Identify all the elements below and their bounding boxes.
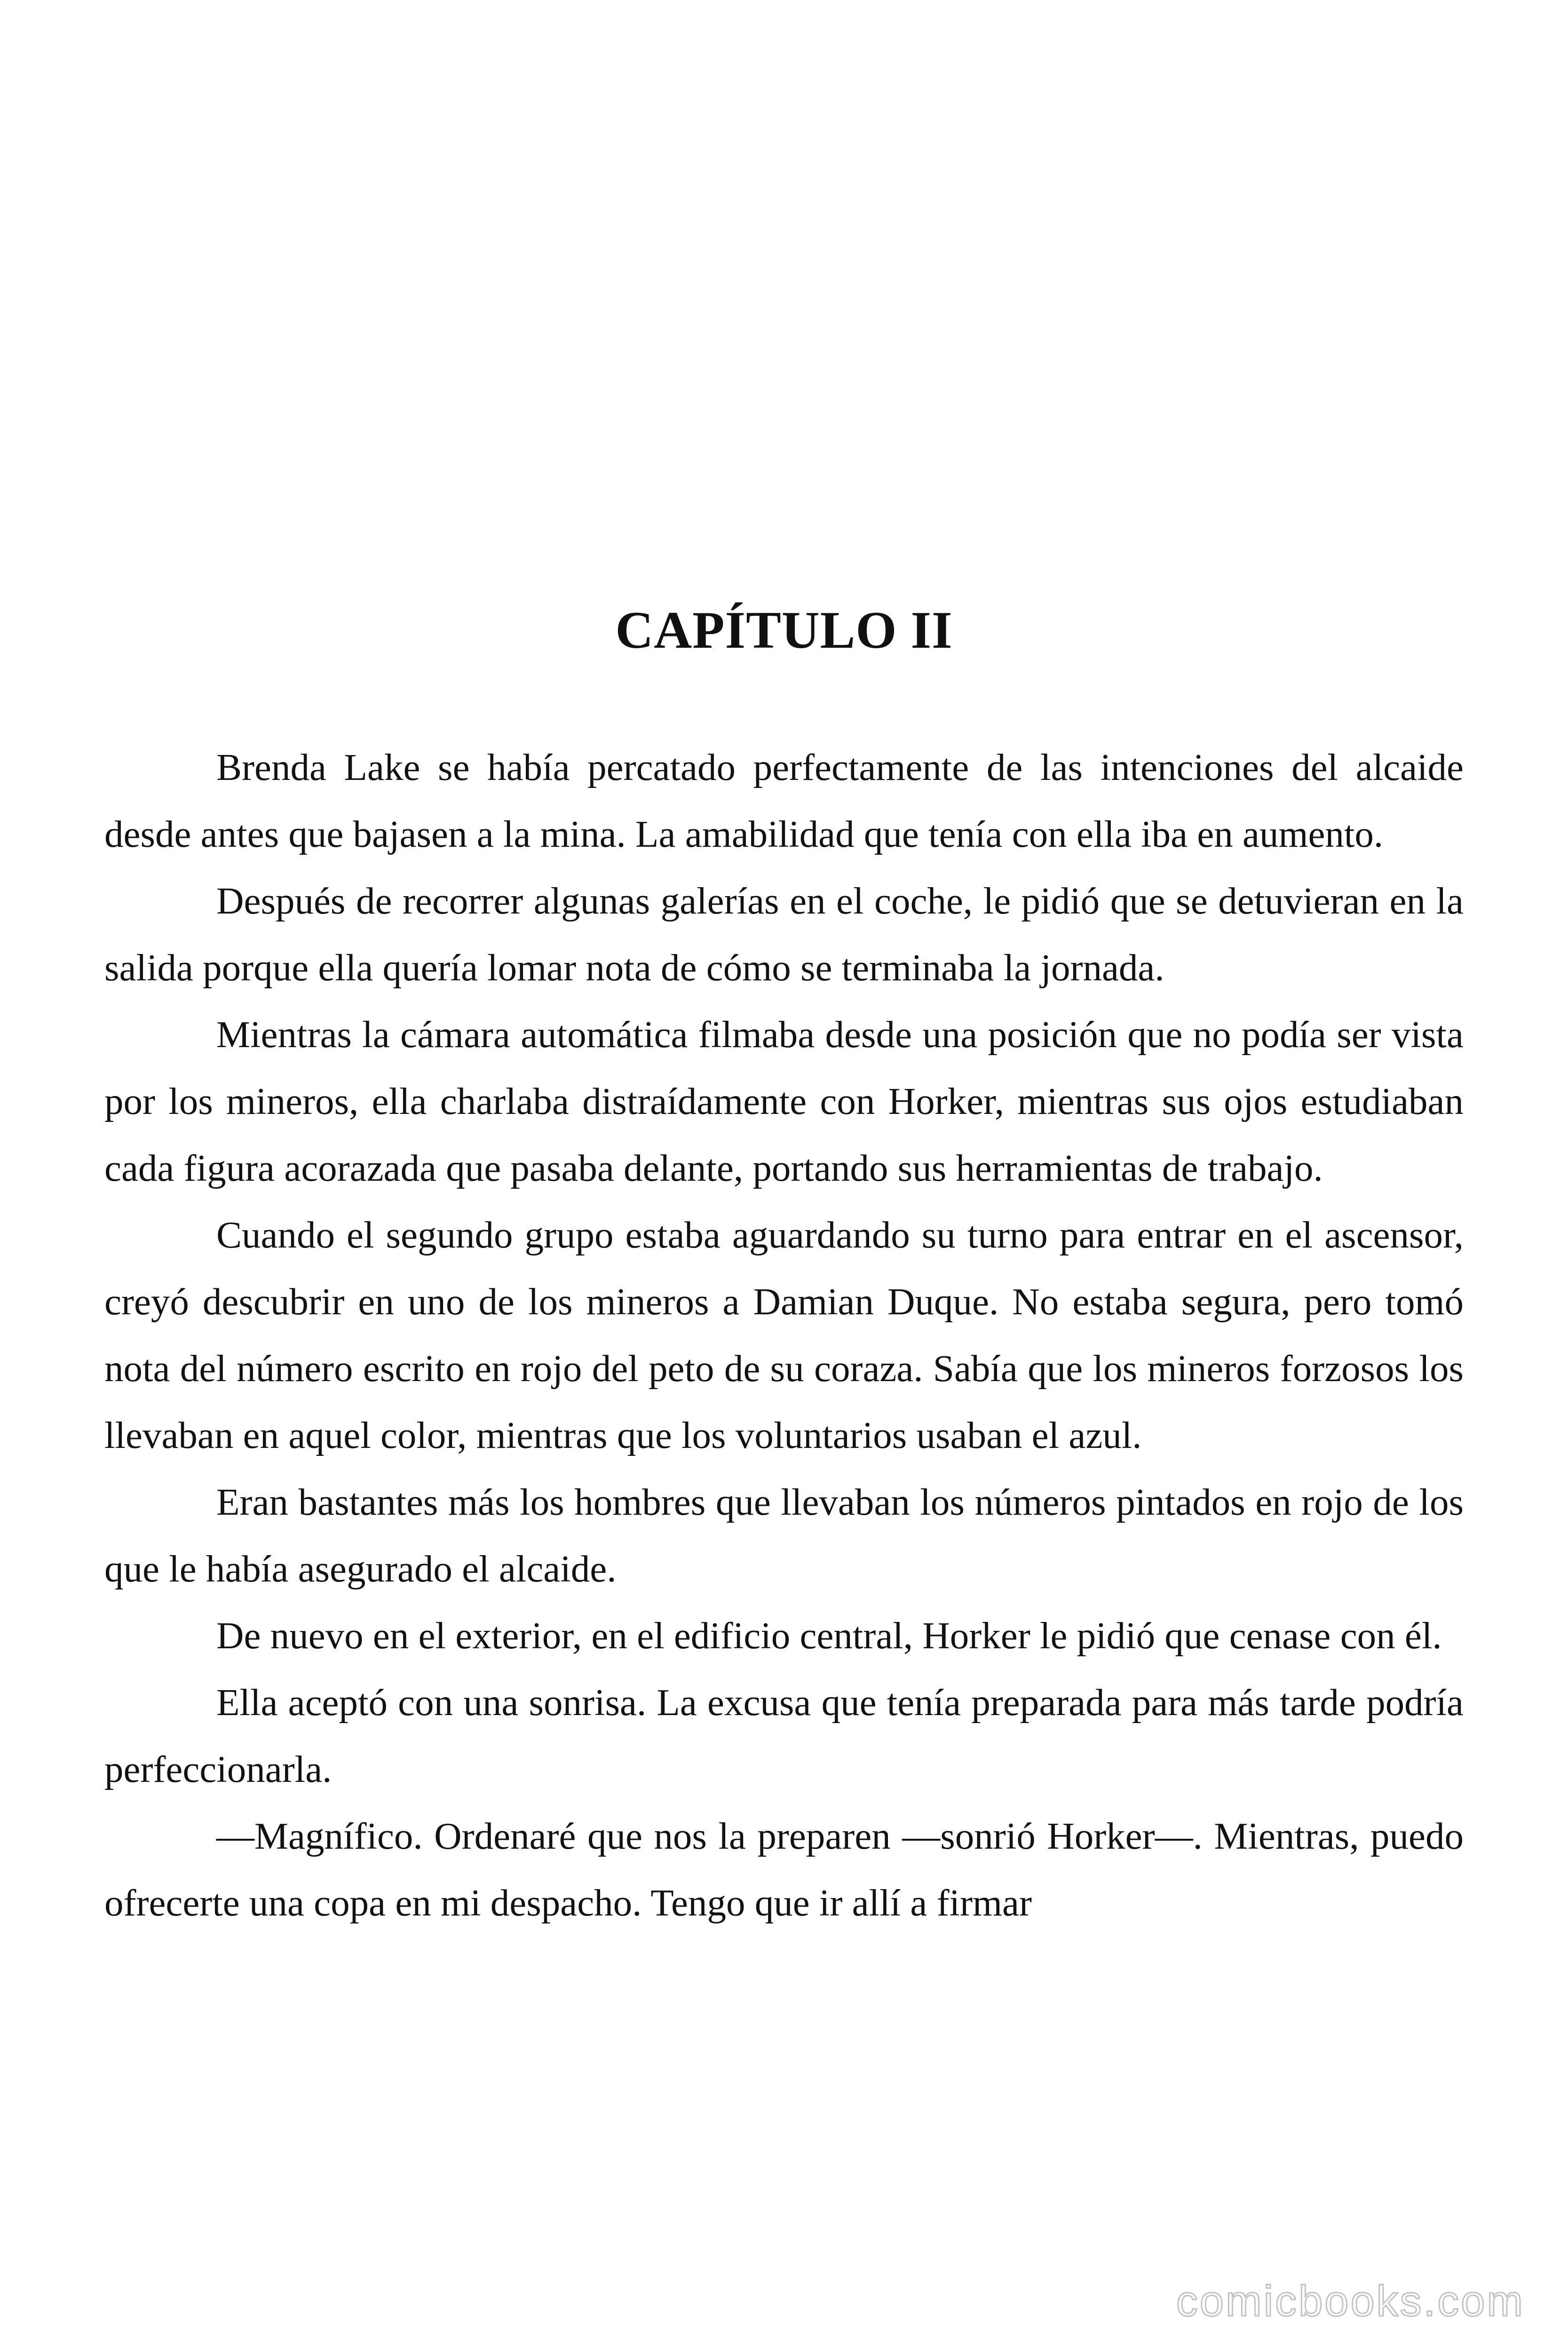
paragraph: Ella aceptó con una sonrisa. La excusa que tenía preparada para más tarde podría perfeccionarla. [104,1681,1464,1790]
paragraph: —Magnífico. Ordenaré que nos la preparen —sonrió Horker—. Mientras, puedo ofrecerte una copa en mi despacho. Tengo que ir allí a firmar [104,1815,1464,1924]
paragraph: Mientras la cámara automática filmaba desde una posición que no podía ser vista por los mineros, ella charlaba distraídamente con Horker, mientras sus ojos estudiaban cada figura acorazada que pasaba delante, portando sus herramientas de trabajo. [104,1013,1464,1189]
paragraph: Eran bastantes más los hombres que llevaban los números pintados en rojo de los que le había asegurado el alcaide. [104,1481,1464,1590]
paragraph: Después de recorrer algunas galerías en el coche, le pidió que se detuvieran en la salida porque ella quería lomar nota de cómo se terminaba la jornada. [104,880,1464,989]
paragraph: De nuevo en el exterior, en el edificio central, Horker le pidió que cenase con él. [216,1614,1442,1657]
paragraph: Cuando el segundo grupo estaba aguardando su turno para entrar en el ascensor, creyó descubrir en uno de los mineros a Damian Duque. No estaba segura, pero tomó nota del número escrito en rojo del peto de su coraza. Sabía que los mineros forzosos los llevaban en aquel color, mientras que los voluntarios usaban el azul. [104,1214,1464,1456]
chapter-title: CAPÍTULO II [615,601,953,660]
paragraph: Brenda Lake se había percatado perfectamente de las intenciones del alcaide desde antes que bajasen a la mina. La amabilidad que tenía con ella iba en aumento. [104,746,1464,855]
chapter-body [104,734,1464,1936]
watermark: comicbooks.com [1176,2277,1525,2325]
